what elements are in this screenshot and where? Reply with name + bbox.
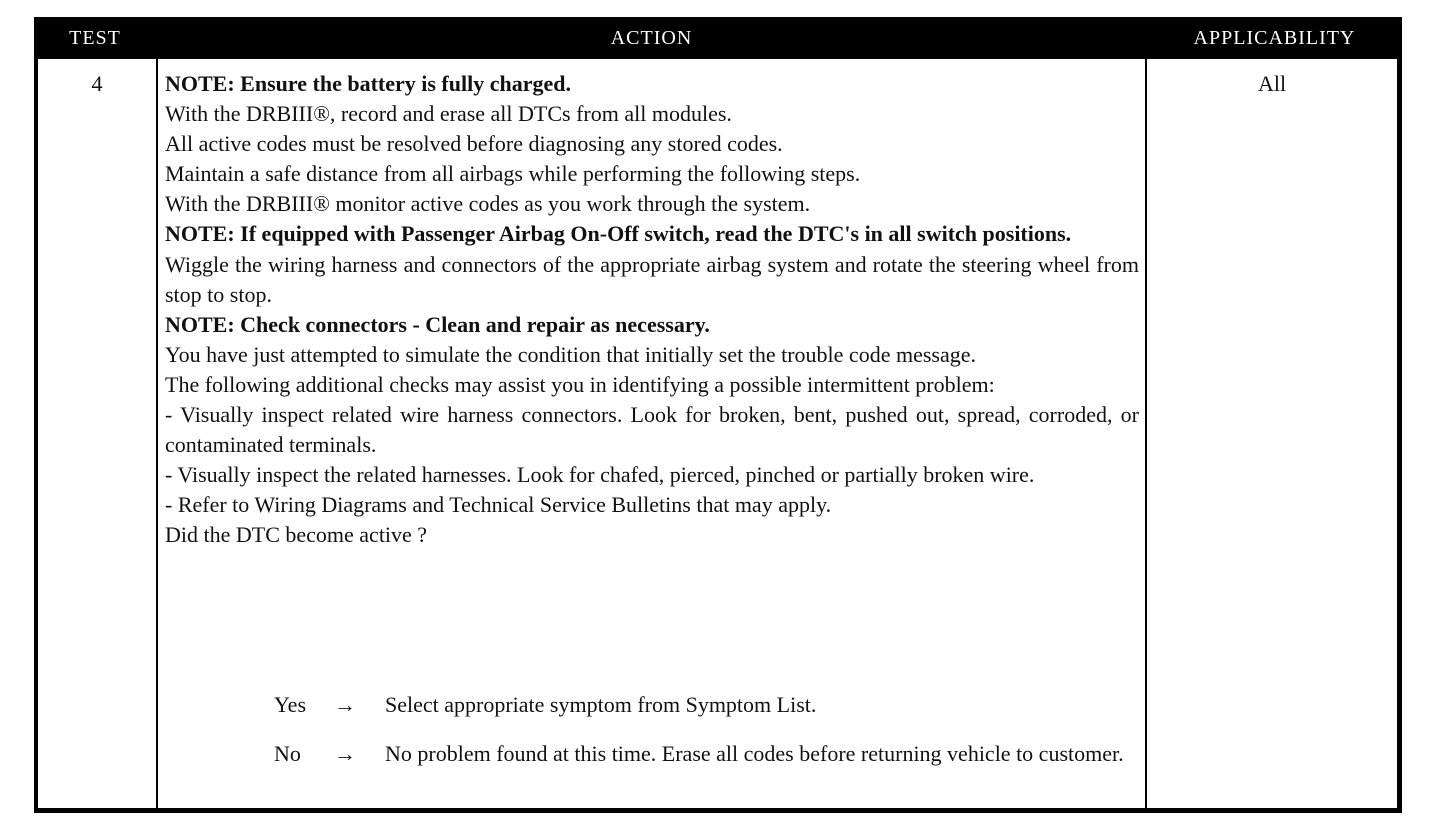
outcome-no-result: No problem found at this time. Erase all codes before returning vehicle to customer. bbox=[385, 741, 1124, 766]
right-arrow-icon: → bbox=[334, 741, 356, 766]
action-line-inspect-connectors: - Visually inspect related wire harness connectors. Look for broken, bent, pushed out, spread, corroded, or contaminated terminals. bbox=[165, 402, 1139, 458]
action-line-safe-distance: Maintain a safe distance from all airbags while performing the following steps. bbox=[165, 161, 861, 187]
action-line-active-codes: All active codes must be resolved before diagnosing any stored codes. bbox=[165, 131, 783, 157]
action-line-question: Did the DTC become active ? bbox=[165, 522, 428, 548]
applicability-cell bbox=[1147, 59, 1397, 808]
diagnostic-test-table bbox=[34, 17, 1402, 813]
action-line-simulate: You have just attempted to simulate the condition that initially set the trouble code message. bbox=[165, 341, 976, 367]
test-cell bbox=[38, 59, 156, 808]
action-cell bbox=[158, 59, 1145, 808]
action-line-inspect-harnesses: - Visually inspect the related harnesses. Look for chafed, pierced, pinched or partially broken wire. bbox=[165, 462, 1035, 488]
header-test: TEST bbox=[69, 26, 121, 49]
header-applicability: APPLICABILITY bbox=[1193, 26, 1356, 49]
applicability-value: All bbox=[1257, 71, 1287, 96]
header-action: ACTION bbox=[610, 26, 693, 49]
action-line-additional-checks: The following additional checks may assist you in identifying a possible intermittent problem: bbox=[165, 371, 995, 397]
action-line-monitor: With the DRBIII® monitor active codes as you work through the system. bbox=[165, 191, 811, 217]
action-line-refer-diagrams: - Refer to Wiring Diagrams and Technical Service Bulletins that may apply. bbox=[165, 492, 832, 518]
note-battery: NOTE: Ensure the battery is fully charged. bbox=[165, 71, 571, 96]
action-line-wiggle: Wiggle the wiring harness and connectors of the appropriate airbag system and rotate the steering wheel from stop to stop. bbox=[165, 251, 1139, 307]
action-text bbox=[165, 69, 1139, 551]
right-arrow-icon: → bbox=[334, 692, 356, 717]
outcome-yes-result: Select appropriate symptom from Symptom List. bbox=[385, 692, 817, 717]
outcome-no-label: No bbox=[274, 741, 301, 766]
note-check-connectors: NOTE: Check connectors - Clean and repair as necessary. bbox=[165, 311, 710, 337]
outcome-yes-label: Yes bbox=[274, 692, 307, 717]
action-line-record-erase: With the DRBIII®, record and erase all DTCs from all modules. bbox=[165, 101, 732, 127]
note-passenger-airbag-switch: NOTE: If equipped with Passenger Airbag On-Off switch, read the DTC's in all switch positions. bbox=[165, 221, 1072, 247]
test-number: 4 bbox=[91, 71, 103, 96]
